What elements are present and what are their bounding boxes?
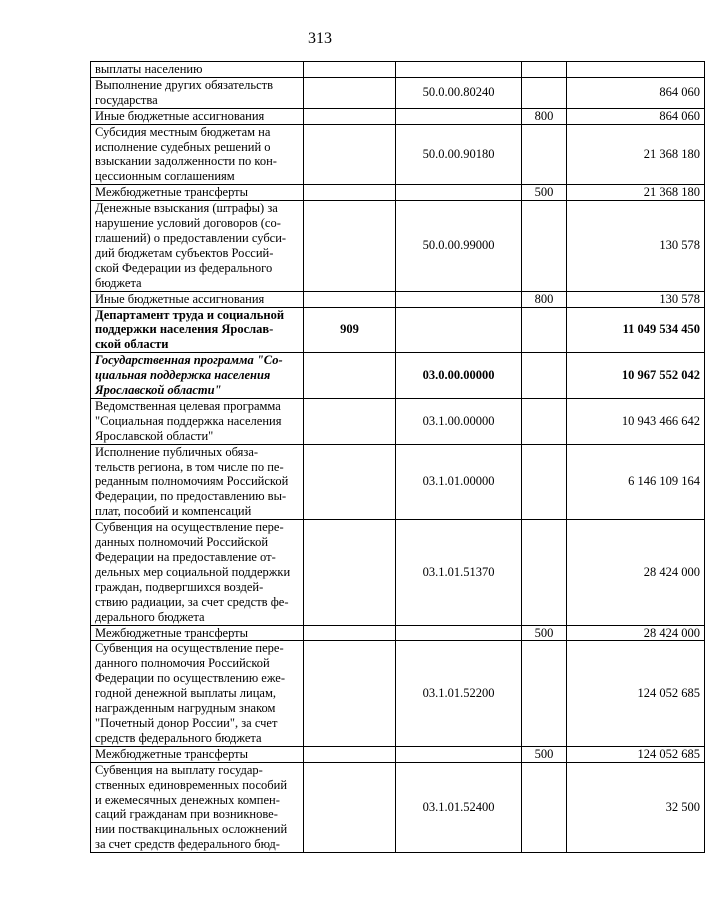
table-row	[91, 77, 705, 108]
target-article-cell	[396, 108, 522, 124]
table-row	[91, 124, 705, 185]
department-code-cell	[304, 108, 396, 124]
department-code-cell	[304, 520, 396, 625]
item-name-cell: Субсидия местным бюджетам на исполнение судебных решений о взыскании задолженности по кон- цессионным соглашениям	[91, 124, 304, 185]
target-article-cell: 03.1.01.52400	[396, 762, 522, 852]
amount-cell: 32 500	[567, 762, 705, 852]
expense-type-cell	[522, 307, 567, 353]
target-article-cell	[396, 625, 522, 641]
table-row	[91, 291, 705, 307]
department-code-cell	[304, 77, 396, 108]
item-name-cell: Исполнение публичных обяза- тельств региона, в том числе по пе- реданным полномочиям Российской Федерации, по предоставлению вы- плат, пособий и компенсаций	[91, 444, 304, 520]
expense-type-cell: 500	[522, 185, 567, 201]
department-code-cell: 909	[304, 307, 396, 353]
item-name-cell: Департамент труда и социальной поддержки населения Ярослав- ской области	[91, 307, 304, 353]
department-code-cell	[304, 746, 396, 762]
department-code-cell	[304, 398, 396, 444]
department-code-cell	[304, 762, 396, 852]
amount-cell: 864 060	[567, 108, 705, 124]
expense-type-cell	[522, 77, 567, 108]
table-row	[91, 625, 705, 641]
table-row	[91, 398, 705, 444]
expense-type-cell	[522, 762, 567, 852]
target-article-cell: 03.1.01.00000	[396, 444, 522, 520]
department-code-cell	[304, 641, 396, 746]
amount-cell: 11 049 534 450	[567, 307, 705, 353]
expense-type-cell	[522, 353, 567, 399]
department-code-cell	[304, 291, 396, 307]
table-row	[91, 201, 705, 291]
expense-type-cell: 500	[522, 625, 567, 641]
table-row	[91, 353, 705, 399]
amount-cell: 28 424 000	[567, 520, 705, 625]
expense-type-cell: 500	[522, 746, 567, 762]
table-row	[91, 746, 705, 762]
target-article-cell: 50.0.00.90180	[396, 124, 522, 185]
expense-type-cell	[522, 641, 567, 746]
table-row	[91, 108, 705, 124]
table-row	[91, 307, 705, 353]
item-name-cell: Иные бюджетные ассигнования	[91, 291, 304, 307]
item-name-cell: Субвенция на выплату государ- ственных единовременных пособий и ежемесячных денежных компен- саций гражданам при возникнове- нии поствакцинальных осложнений за счет средств федерального бюд-	[91, 762, 304, 852]
amount-cell: 21 368 180	[567, 185, 705, 201]
department-code-cell	[304, 625, 396, 641]
expense-type-cell	[522, 62, 567, 78]
target-article-cell: 50.0.00.80240	[396, 77, 522, 108]
department-code-cell	[304, 124, 396, 185]
target-article-cell	[396, 291, 522, 307]
amount-cell: 10 967 552 042	[567, 353, 705, 399]
department-code-cell	[304, 353, 396, 399]
department-code-cell	[304, 444, 396, 520]
item-name-cell: Межбюджетные трансферты	[91, 746, 304, 762]
amount-cell	[567, 62, 705, 78]
budget-table-body	[91, 62, 705, 853]
item-name-cell: Денежные взыскания (штрафы) за нарушение условий договоров (со- глашений) о предоставлении субси- дий бюджетам субъектов Россий- ской Федерации из федерального бюджета	[91, 201, 304, 291]
budget-table	[90, 61, 705, 853]
amount-cell: 28 424 000	[567, 625, 705, 641]
page-number: 313	[308, 30, 332, 47]
amount-cell: 124 052 685	[567, 641, 705, 746]
target-article-cell	[396, 62, 522, 78]
expense-type-cell: 800	[522, 108, 567, 124]
item-name-cell: Субвенция на осуществление пере- данных полномочий Российской Федерации на предоставление от- дельных мер социальной поддержки граждан, подвергшихся воздей- ствию радиации, за счет средств фе- дерального бюджета	[91, 520, 304, 625]
amount-cell: 864 060	[567, 77, 705, 108]
department-code-cell	[304, 185, 396, 201]
amount-cell: 10 943 466 642	[567, 398, 705, 444]
amount-cell: 21 368 180	[567, 124, 705, 185]
item-name-cell: Ведомственная целевая программа "Социальная поддержка населения Ярославской области"	[91, 398, 304, 444]
table-row	[91, 185, 705, 201]
item-name-cell: Межбюджетные трансферты	[91, 625, 304, 641]
amount-cell: 130 578	[567, 291, 705, 307]
expense-type-cell	[522, 444, 567, 520]
target-article-cell	[396, 746, 522, 762]
table-row	[91, 641, 705, 746]
target-article-cell: 03.0.00.00000	[396, 353, 522, 399]
table-row	[91, 762, 705, 852]
item-name-cell: выплаты населению	[91, 62, 304, 78]
amount-cell: 124 052 685	[567, 746, 705, 762]
expense-type-cell	[522, 201, 567, 291]
target-article-cell: 50.0.00.99000	[396, 201, 522, 291]
target-article-cell: 03.1.01.52200	[396, 641, 522, 746]
table-row	[91, 444, 705, 520]
target-article-cell: 03.1.01.51370	[396, 520, 522, 625]
amount-cell: 6 146 109 164	[567, 444, 705, 520]
target-article-cell: 03.1.00.00000	[396, 398, 522, 444]
department-code-cell	[304, 201, 396, 291]
expense-type-cell: 800	[522, 291, 567, 307]
table-row	[91, 62, 705, 78]
expense-type-cell	[522, 398, 567, 444]
item-name-cell: Выполнение других обязательств государства	[91, 77, 304, 108]
item-name-cell: Иные бюджетные ассигнования	[91, 108, 304, 124]
amount-cell: 130 578	[567, 201, 705, 291]
item-name-cell: Субвенция на осуществление пере- данного полномочия Российской Федерации по осуществлению еже- годной денежной выплаты лицам, награжденным нагрудным знаком "Почетный донор России", за счет средств федерального бюджета	[91, 641, 304, 746]
expense-type-cell	[522, 520, 567, 625]
department-code-cell	[304, 62, 396, 78]
target-article-cell	[396, 185, 522, 201]
table-row	[91, 520, 705, 625]
target-article-cell	[396, 307, 522, 353]
item-name-cell: Государственная программа "Со- циальная поддержка населения Ярославской области"	[91, 353, 304, 399]
expense-type-cell	[522, 124, 567, 185]
item-name-cell: Межбюджетные трансферты	[91, 185, 304, 201]
